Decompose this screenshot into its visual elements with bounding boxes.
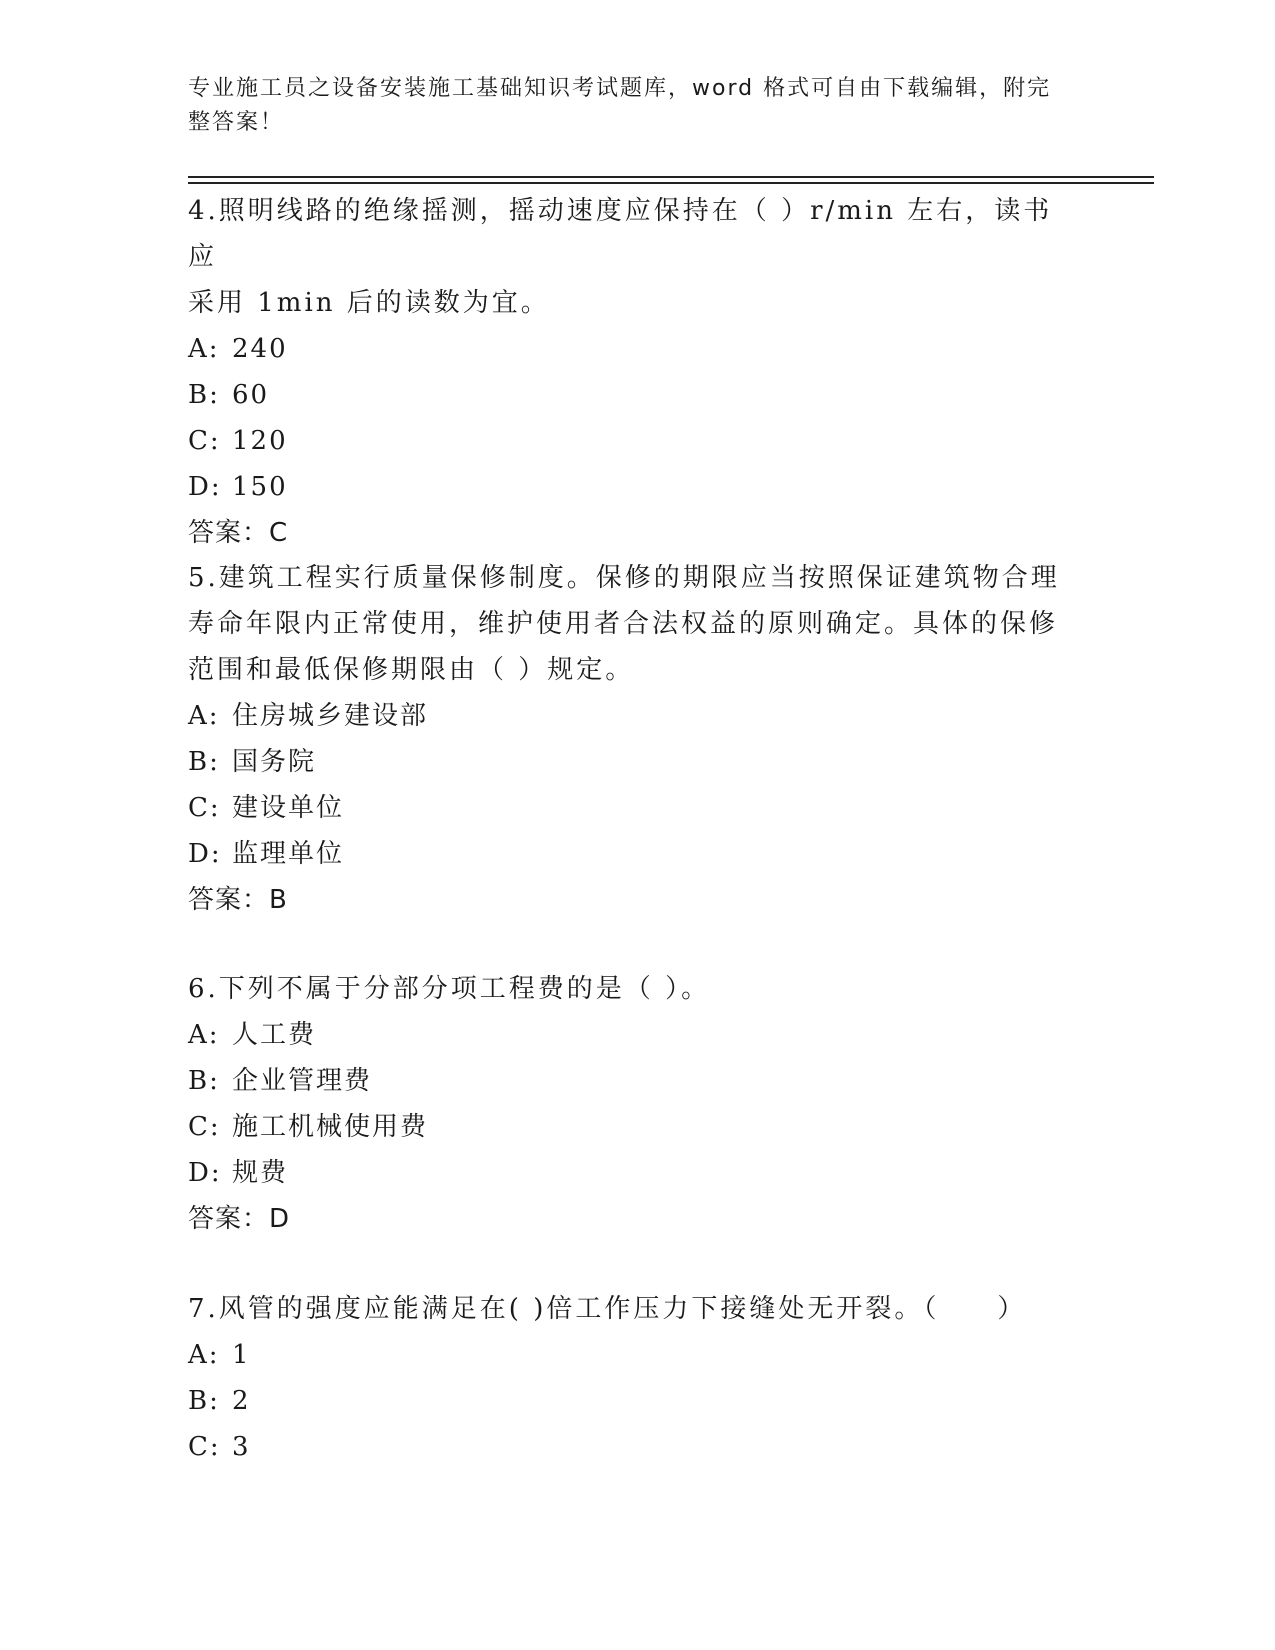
question-stem-line: 寿命年限内正常使用，维护使用者合法权益的原则确定。具体的保修: [188, 609, 1059, 639]
header-line-1: 专业施工员之设备安装施工基础知识考试题库，word 格式可自由下载编辑，附完: [188, 76, 1052, 101]
header-divider-top: [188, 176, 1154, 178]
option-letter: C:: [188, 1112, 221, 1142]
question-stem-line: 7.风管的强度应能满足在( )倍工作压力下接缝处无开裂。（ ）: [188, 1294, 1027, 1324]
option-d: [188, 464, 1068, 510]
option-letter: B:: [188, 1066, 220, 1096]
option-text: 1: [232, 1340, 251, 1370]
option-text: 企业管理费: [232, 1066, 373, 1096]
option-c: [188, 1104, 1068, 1150]
option-letter: D:: [188, 839, 222, 869]
answer-line: 答案：B: [188, 885, 288, 915]
option-c: [188, 418, 1068, 464]
option-text: 规费: [232, 1158, 289, 1188]
option-b: [188, 1058, 1068, 1104]
option-letter: B:: [188, 747, 220, 777]
option-text: 240: [232, 334, 288, 364]
option-letter: D:: [188, 1158, 222, 1188]
option-text: 国务院: [232, 747, 317, 777]
question-stem-line: 5.建筑工程实行质量保修制度。保修的期限应当按照保证建筑物合理: [188, 563, 1060, 593]
option-text: 人工费: [232, 1020, 317, 1050]
option-letter: A:: [188, 1020, 220, 1050]
option-b: [188, 739, 1068, 785]
option-letter: A:: [188, 701, 220, 731]
option-text: 施工机械使用费: [232, 1112, 429, 1142]
question-5: [188, 555, 1068, 923]
answer-line: 答案：C: [188, 518, 289, 548]
option-text: 2: [232, 1386, 251, 1416]
option-a: [188, 1012, 1068, 1058]
option-c: [188, 785, 1068, 831]
option-c: [188, 1424, 1068, 1470]
option-text: 60: [232, 380, 270, 410]
option-b: [188, 372, 1068, 418]
option-text: 150: [232, 472, 288, 502]
header-divider-bottom: [188, 182, 1154, 184]
option-letter: A:: [188, 1340, 220, 1370]
option-letter: B:: [188, 380, 220, 410]
option-d: [188, 1150, 1068, 1196]
header-line-2: 整答案！: [188, 110, 285, 135]
question-7: [188, 1286, 1068, 1470]
option-text: 3: [232, 1432, 251, 1462]
option-text: 住房城乡建设部: [232, 701, 429, 731]
question-4: [188, 188, 1068, 556]
option-letter: D:: [188, 472, 222, 502]
question-stem-line: 采用 1min 后的读数为宜。: [188, 288, 550, 318]
option-text: 120: [232, 426, 288, 456]
option-a: [188, 1332, 1068, 1378]
answer-line: 答案：D: [188, 1204, 291, 1234]
option-d: [188, 831, 1068, 877]
option-text: 监理单位: [232, 839, 345, 869]
document-header: [188, 72, 1068, 140]
option-letter: C:: [188, 793, 221, 823]
option-a: [188, 693, 1068, 739]
option-letter: C:: [188, 1432, 221, 1462]
question-6: [188, 966, 1068, 1242]
option-letter: C:: [188, 426, 221, 456]
question-stem-line: 范围和最低保修期限由（ ）规定。: [188, 655, 635, 685]
question-stem-line: 4.照明线路的绝缘摇测，摇动速度应保持在（ ）r/min 左右，读书应: [188, 196, 1053, 272]
option-text: 建设单位: [232, 793, 345, 823]
option-b: [188, 1378, 1068, 1424]
option-letter: B:: [188, 1386, 220, 1416]
option-letter: A:: [188, 334, 220, 364]
question-stem-line: 6.下列不属于分部分项工程费的是（ ）。: [188, 974, 711, 1004]
option-a: [188, 326, 1068, 372]
